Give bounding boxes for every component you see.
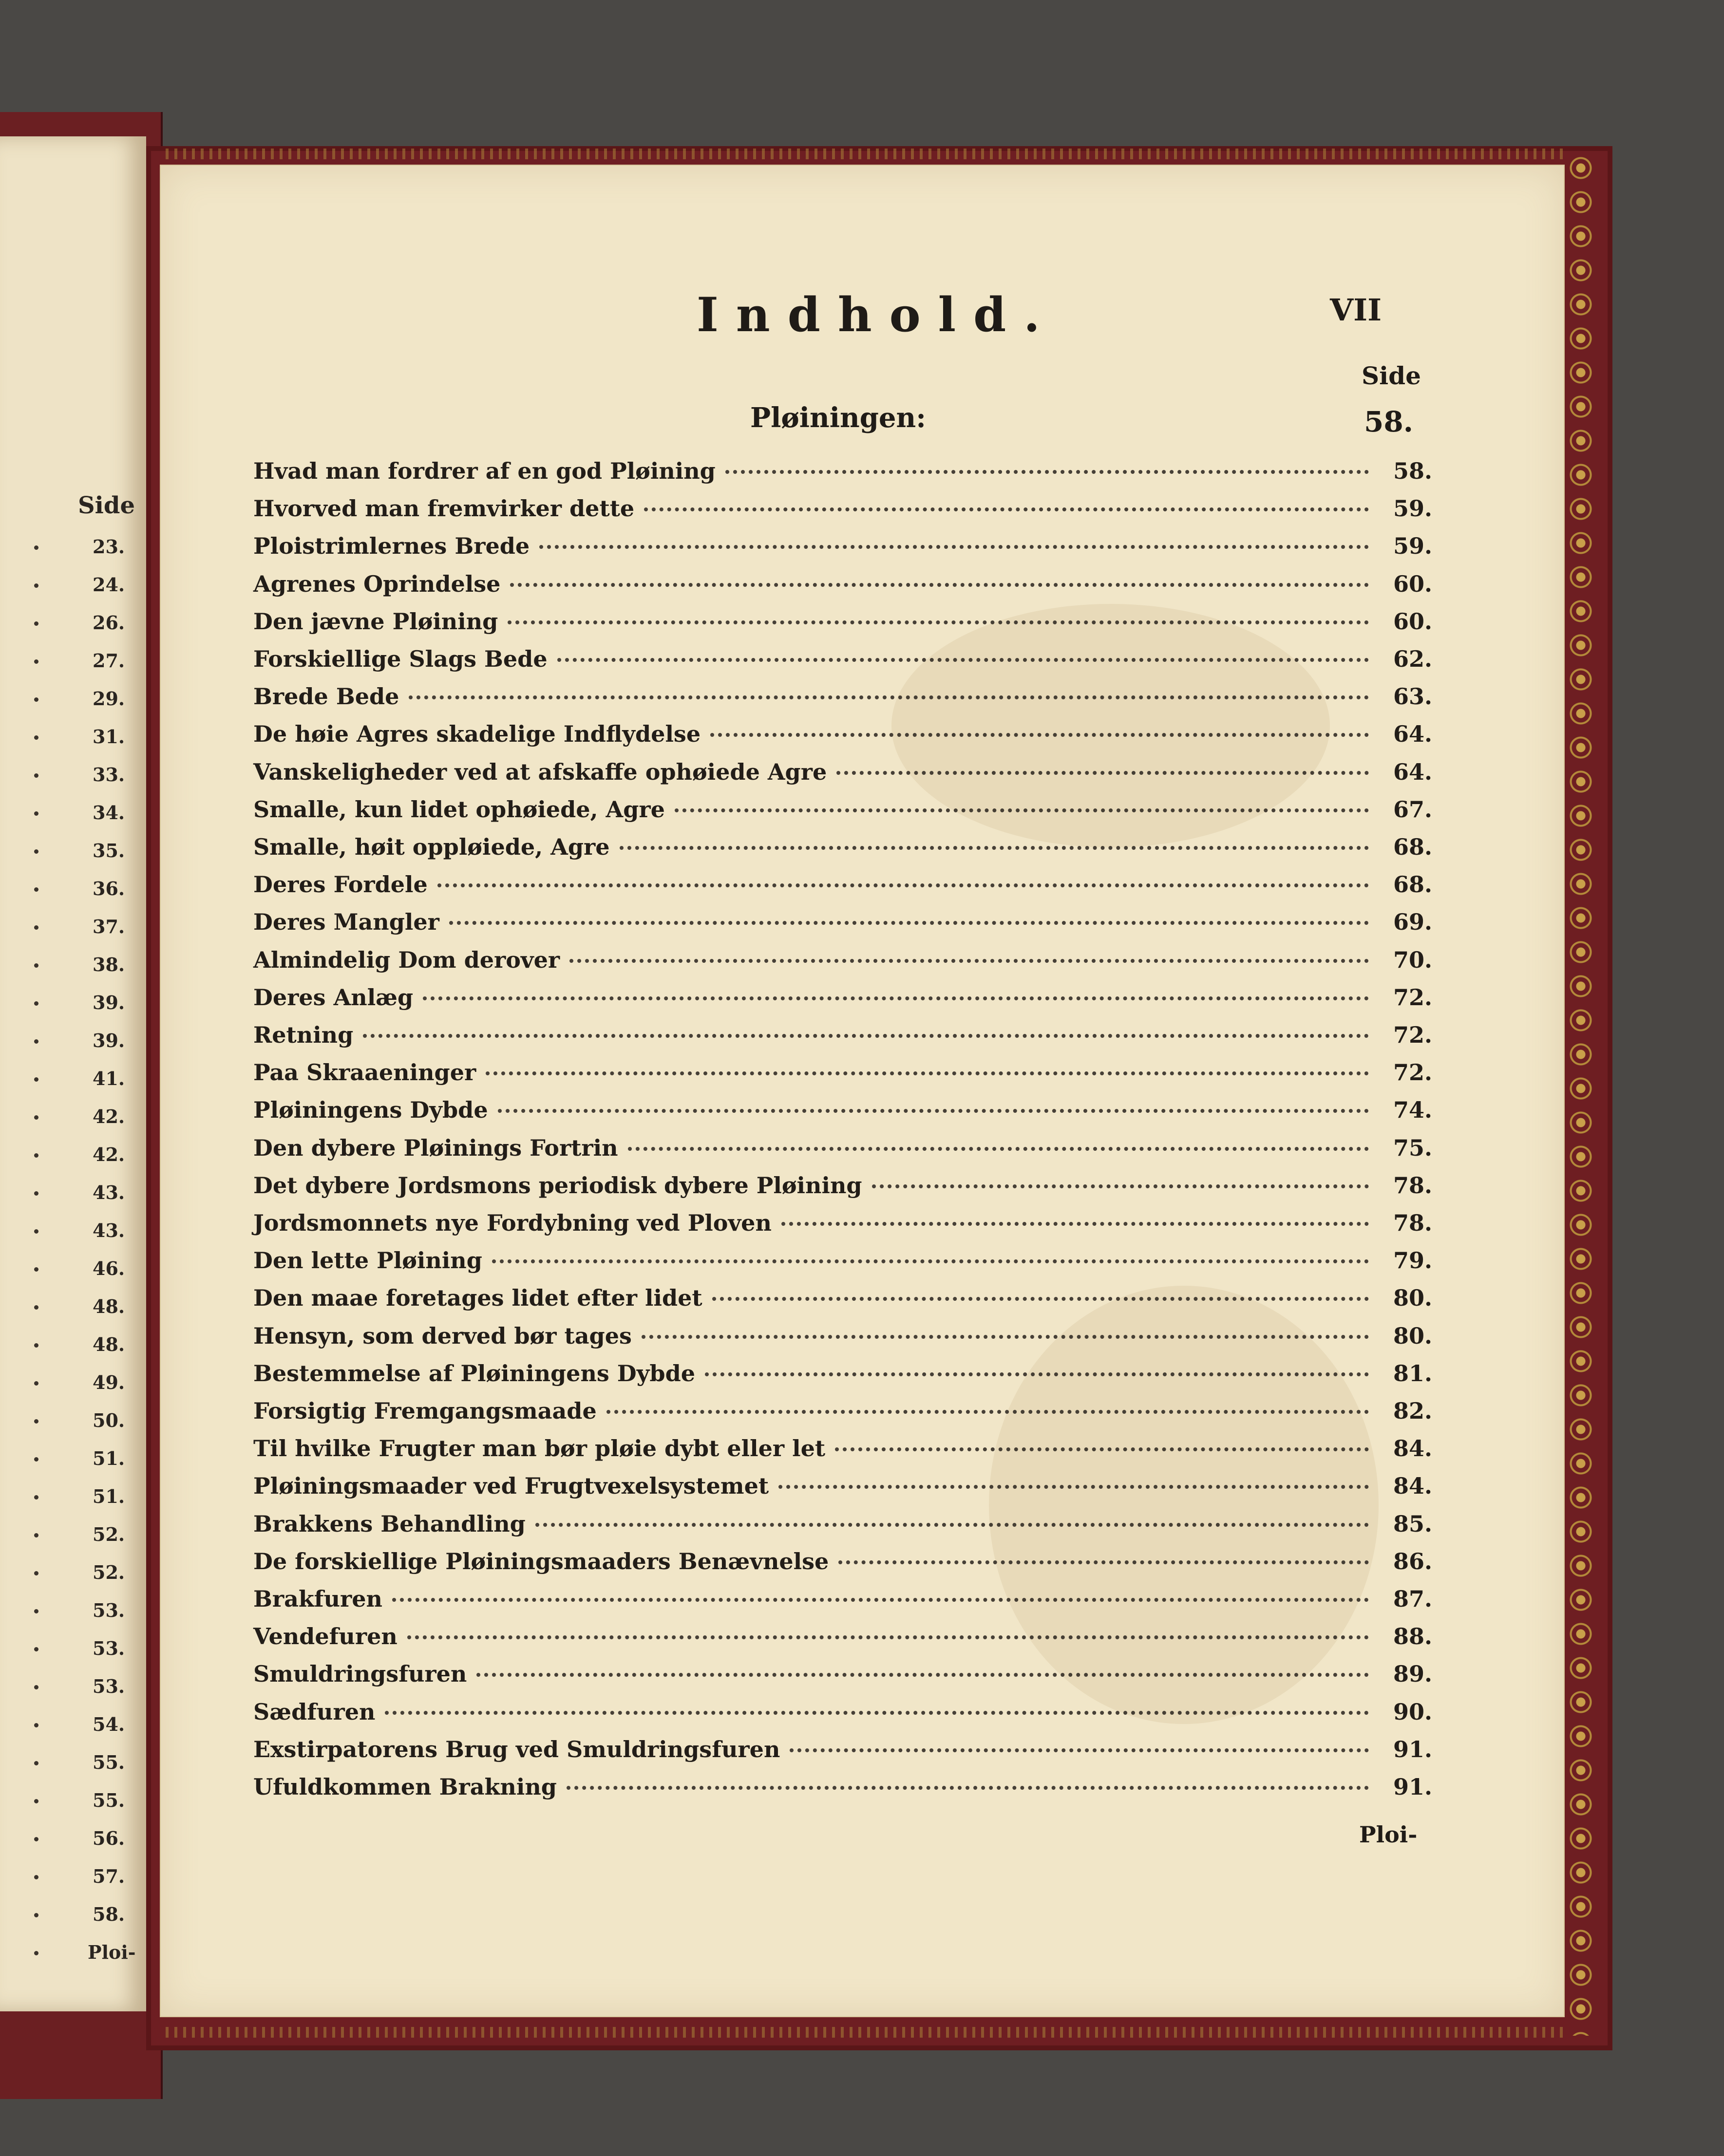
left-page-number: 53. [93,1599,125,1621]
toc-entry-page: 74. [1393,1097,1432,1124]
toc-entry [253,871,1432,905]
left-dot-leader [34,1571,38,1575]
dot-leader [781,1222,1369,1226]
toc-entry-title: De høie Agres skadelige Indflydelse [253,721,701,748]
toc-entry-title: Smuldringsfuren [253,1661,467,1687]
toc-entry [253,1435,1432,1469]
left-dot-leader [34,1609,38,1613]
left-dot-leader [34,1533,38,1537]
left-page-number: 43. [93,1219,125,1241]
toc-entry [253,1097,1432,1131]
toc-entry-title: Den dybere Pløinings Fortrin [253,1134,618,1161]
left-page-number: 55. [93,1751,125,1773]
left-dot-leader [34,735,38,740]
toc-entry-page: 88. [1393,1623,1432,1650]
dot-leader [675,808,1369,812]
left-page-number: 57. [93,1865,125,1887]
left-dot-leader [34,545,38,550]
dot-leader [539,545,1369,549]
toc-entry [253,683,1432,717]
left-dot-leader [34,1381,38,1386]
toc-entry [253,947,1432,981]
left-dot-leader [34,849,38,854]
toc-entry [253,646,1432,680]
toc-entry [253,796,1432,830]
toc-entry-title: Til hvilke Frugter man bør pløie dybt eller let [253,1435,826,1462]
toc-entry [253,458,1432,492]
left-dot-leader [34,621,38,626]
left-dot-leader [34,1001,38,1006]
left-page-number: Ploi- [88,1941,136,1963]
left-dot-leader [34,697,38,702]
dot-leader [790,1748,1369,1752]
toc-entry [253,721,1432,755]
toc-entry-title: Brede Bede [253,683,399,710]
left-page-number: 24. [93,574,125,596]
left-dot-leader [34,1457,38,1462]
left-dot-leader [34,659,38,664]
left-page-number: 23. [93,536,125,558]
dot-leader [508,620,1369,624]
toc-entry [253,1247,1432,1281]
toc-entry-page: 68. [1393,871,1432,898]
left-dot-leader [34,1419,38,1424]
toc-entry-title: Deres Fordele [253,871,428,898]
dot-leader [838,1560,1369,1564]
toc-entry-title: Paa Skraaeninger [253,1059,476,1086]
dot-leader [423,996,1369,1000]
toc-entry-title: Brakkens Behandling [253,1510,526,1537]
left-dot-leader [34,1267,38,1272]
dot-leader [835,1447,1369,1451]
dot-leader [712,1297,1369,1301]
left-page [0,136,146,2011]
left-dot-leader [34,811,38,816]
left-dot-leader [34,1153,38,1158]
left-page-number: 36. [93,878,125,900]
left-page-number: 26. [93,612,125,634]
left-page-number: 55. [93,1789,125,1811]
toc-entry-page: 78. [1393,1210,1432,1236]
left-dot-leader [34,583,38,588]
toc-entry-page: 91. [1393,1774,1432,1800]
toc-entry-title: Jordsmonnets nye Fordybning ved Ploven [253,1210,772,1236]
dot-leader [492,1259,1369,1263]
toc-entry-page: 72. [1393,1022,1432,1048]
toc-entry [253,1473,1432,1507]
dot-leader [836,771,1369,775]
toc-entry-page: 90. [1393,1698,1432,1725]
left-page-number: 33. [93,764,125,786]
toc-entry-page: 82. [1393,1398,1432,1424]
dot-leader [449,921,1369,925]
toc-entry-title: Hensyn, som derved bør tages [253,1322,632,1349]
dot-leader [872,1184,1369,1188]
left-page-number: 39. [93,992,125,1013]
toc-entry-page: 91. [1393,1736,1432,1762]
toc-entry-title: Almindelig Dom derover [253,946,560,973]
toc-entry-page: 72. [1393,984,1432,1011]
dot-leader [725,470,1369,474]
toc-entry [253,1022,1432,1056]
dot-leader [628,1147,1369,1151]
left-dot-leader [34,963,38,968]
page-number: VII [1330,292,1382,328]
left-dot-leader [34,1875,38,1879]
dot-leader [644,507,1369,511]
toc-entry [253,1398,1432,1432]
left-page-number: 51. [93,1485,125,1507]
toc-entry-title: Deres Anlæg [253,984,414,1011]
column-label-side: Side [1362,361,1421,390]
toc-entry-title: Det dybere Jordsmons periodisk dybere Pløining [253,1172,862,1199]
toc-entry-page: 79. [1393,1247,1432,1274]
left-dot-leader [34,773,38,778]
toc-entry-title: Retning [253,1022,354,1048]
left-dot-leader [34,1115,38,1120]
left-page-number: 49. [93,1371,125,1393]
left-page-number: 52. [93,1523,125,1545]
toc-entry [253,1360,1432,1394]
left-page-number: 42. [93,1144,125,1165]
toc-entry-title: Pløiningsmaader ved Frugtvexelsystemet [253,1473,769,1500]
toc-entry-page: 60. [1393,608,1432,635]
toc-entry-page: 75. [1393,1134,1432,1161]
section-page-number: 58. [1364,405,1413,438]
toc-entry [253,1736,1432,1770]
catchword: Ploi- [1359,1821,1418,1848]
toc-entry-title: De forskiellige Pløiningsmaaders Benævnelse [253,1548,829,1575]
toc-entry [253,571,1432,605]
left-page-number: 48. [93,1333,125,1355]
dot-leader [557,658,1369,662]
toc-entry-page: 64. [1393,721,1432,748]
left-page-number: 38. [93,954,125,975]
toc-entry-title: Bestemmelse af Pløiningens Dybde [253,1360,696,1387]
left-page-number: 53. [93,1637,125,1659]
toc-entry [253,1210,1432,1244]
toc-entry-page: 68. [1393,834,1432,860]
toc-entry [253,834,1432,868]
left-page-number: 51. [93,1447,125,1469]
toc-entry-page: 69. [1393,909,1432,936]
left-page-number: 31. [93,726,125,748]
dot-leader [409,695,1369,699]
left-dot-leader [34,1647,38,1651]
dot-leader [620,846,1369,850]
toc-entry [253,1586,1432,1620]
toc-entry-page: 80. [1393,1285,1432,1312]
toc-entry-title: Hvad man fordrer af en god Pløining [253,458,716,484]
left-page-number: 29. [93,688,125,710]
dot-leader [486,1071,1369,1075]
toc-entry-page: 84. [1393,1435,1432,1462]
toc-entry [253,495,1432,529]
left-dot-leader [34,1837,38,1841]
toc-entry-title: Pløiningens Dybde [253,1097,488,1124]
dot-leader [392,1598,1369,1602]
left-dot-leader [34,1343,38,1348]
toc-entry [253,1623,1432,1657]
left-page-number: 46. [93,1257,125,1279]
toc-entry [253,1661,1432,1695]
toc-entry-page: 64. [1393,758,1432,785]
left-page-number: 42. [93,1106,125,1127]
toc-entry-page: 58. [1393,458,1432,484]
dot-leader [363,1034,1369,1038]
toc-entry-page: 70. [1393,946,1432,973]
left-dot-leader [34,1723,38,1727]
toc-entry [253,1172,1432,1206]
left-dot-leader [34,1799,38,1803]
dot-leader [569,959,1369,963]
left-dot-leader [34,1305,38,1310]
toc-entry-title: Brakfuren [253,1586,382,1612]
toc-entry-title: Hvorved man fremvirker dette [253,495,635,522]
toc-entry-title: Vendefuren [253,1623,398,1650]
toc-entry [253,1059,1432,1093]
toc-entry-title: Deres Mangler [253,909,439,936]
toc-entry [253,1323,1432,1357]
dot-leader [510,583,1369,587]
toc-entry-title: Exstirpatorens Brug ved Smuldringsfuren [253,1736,780,1762]
toc-entry-page: 63. [1393,683,1432,710]
toc-entry-title: Den jævne Pløining [253,608,498,635]
left-page-number: 50. [93,1409,125,1431]
toc-entry-page: 89. [1393,1661,1432,1687]
toc-entry-page: 80. [1393,1322,1432,1349]
toc-entry-title: Den maae foretages lidet efter lidet [253,1285,702,1312]
left-page-number: 52. [93,1561,125,1583]
left-dot-leader [34,1191,38,1196]
left-page-number: 58. [93,1903,125,1925]
left-page-number: 48. [93,1295,125,1317]
left-dot-leader [34,1685,38,1689]
toc-entry [253,1511,1432,1545]
left-dot-leader [34,887,38,892]
dot-leader [476,1673,1369,1677]
toc-entry [253,1135,1432,1169]
left-dot-leader [34,1761,38,1765]
toc-entry-title: Ufuldkommen Brakning [253,1774,557,1800]
gilt-border-bottom [166,2027,1564,2038]
dot-leader [606,1410,1369,1414]
toc-entry-title: Vanskeligheder ved at afskaffe ophøiede Agre [253,758,827,785]
dot-leader [385,1711,1369,1715]
left-page-number: 56. [93,1827,125,1849]
left-dot-leader [34,1913,38,1917]
toc-entry-title: Forskiellige Slags Bede [253,646,548,672]
left-page-number: 53. [93,1675,125,1697]
gilt-border-top [166,149,1564,159]
toc-entry-title: Ploistrimlernes Brede [253,533,530,560]
left-dot-leader [34,1039,38,1044]
toc-entry-title: Forsigtig Fremgangsmaade [253,1398,597,1424]
toc-entry-page: 62. [1393,646,1432,672]
left-page-number: 37. [93,916,125,937]
left-dot-leader [34,1077,38,1082]
toc-entry [253,909,1432,943]
toc-entry-page: 60. [1393,570,1432,597]
toc-entry [253,1548,1432,1582]
toc-entry-page: 72. [1393,1059,1432,1086]
toc-entry-page: 87. [1393,1586,1432,1612]
left-page-number: 34. [93,802,125,824]
toc-entry-title: Den lette Pløining [253,1247,482,1274]
section-heading: Pløiningen: [750,402,926,434]
toc-entry-page: 84. [1393,1473,1432,1500]
toc-entry-page: 85. [1393,1510,1432,1537]
toc-entry [253,608,1432,642]
left-dot-leader [34,1951,38,1955]
left-dot-leader [34,1495,38,1500]
toc-entry-page: 67. [1393,796,1432,823]
left-page-number: 35. [93,840,125,862]
toc-entry [253,1774,1432,1808]
toc-entry [253,533,1432,567]
left-page-number: 27. [93,650,125,672]
left-page-number: 54. [93,1713,125,1735]
left-dot-leader [34,1229,38,1234]
toc-entry-page: 81. [1393,1360,1432,1387]
left-page-number: 43. [93,1181,125,1203]
toc-entry-page: 59. [1393,495,1432,522]
left-page-header: Side [78,492,135,519]
dot-leader [642,1335,1369,1339]
toc-entry [253,1285,1432,1319]
toc-entry [253,984,1432,1018]
dot-leader [710,733,1369,737]
left-page-number: 39. [93,1030,125,1051]
toc-entry [253,1699,1432,1733]
toc-entry-page: 59. [1393,533,1432,560]
dot-leader [567,1786,1369,1790]
dot-leader [407,1635,1369,1639]
toc-entry-page: 78. [1393,1172,1432,1199]
dot-leader [437,883,1369,887]
left-dot-leader [34,925,38,930]
toc-entry-title: Smalle, kun lidet ophøiede, Agre [253,796,665,823]
page-title: Indhold. [697,287,1058,342]
dot-leader [778,1485,1369,1489]
dot-leader [705,1372,1369,1376]
left-page-number: 41. [93,1068,125,1089]
gilt-border-ornament [1564,151,1598,2036]
toc-entry-title: Agrenes Oprindelse [253,570,501,597]
dot-leader [535,1523,1369,1527]
toc-entry-title: Sædfuren [253,1698,376,1725]
toc-entry-page: 86. [1393,1548,1432,1575]
toc-entry-title: Smalle, høit oppløiede, Agre [253,834,610,860]
toc-entry [253,759,1432,793]
dot-leader [498,1109,1369,1113]
